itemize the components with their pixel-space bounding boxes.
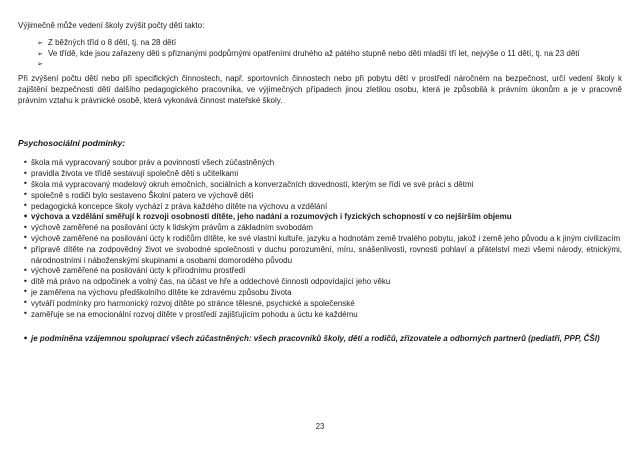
list-item — [18, 59, 622, 70]
arrow-bullet-icon: ➢ — [37, 60, 43, 69]
bullet-icon: • — [23, 211, 29, 221]
bullet-icon: • — [23, 298, 28, 308]
list-item-text: Z běžných tříd o 8 dětí, tj. na 28 dětí — [48, 37, 177, 47]
list-item — [18, 38, 622, 49]
list-item — [18, 299, 622, 310]
capacity-increase-list — [18, 38, 622, 70]
list-item-text: pedagogická koncepce školy vychází z práva každého dítěte na výchovu a vzdělání — [31, 201, 328, 211]
bullet-icon: • — [23, 157, 28, 167]
list-item — [18, 288, 622, 299]
bullet-icon: • — [23, 309, 28, 319]
list-item-text: je podmíněna vzájemnou spoluprací všech zúčastněných: všech pracovníků školy, dětí a rodičů, zřizovatele a odborných partnerů (pediatři, PPP, ČŠI) — [31, 334, 600, 344]
arrow-bullet-icon: ➢ — [37, 38, 43, 47]
bullet-icon: • — [23, 233, 28, 243]
bullet-icon: • — [23, 222, 28, 232]
list-item — [18, 334, 622, 345]
list-item — [18, 180, 622, 191]
list-item — [18, 202, 622, 213]
list-item-text: výchova a vzdělání směřují k rozvoji osobnosti dítěte, jeho nadání a rozumových i fyzických schopností v co nejširším objemu — [31, 212, 512, 222]
intro-paragraph: Výjimečně může vedení školy zvýšit počty dětí takto: — [18, 21, 205, 30]
list-item-text: je zaměřena na výchovu předškolního dítěte ke zdravému způsobu života — [31, 287, 292, 297]
page-number: 23 — [315, 422, 325, 432]
list-item-text: pravidla života ve třídě sestavují společně děti s učitelkami — [31, 169, 239, 179]
bullet-icon: • — [23, 333, 29, 343]
list-item — [18, 158, 622, 169]
bullet-icon: • — [23, 287, 28, 297]
list-item-text: výchově zaměřené na posilování úcty k lidským právům a základním svobodám — [31, 223, 313, 233]
list-item — [18, 212, 622, 223]
arrow-bullet-icon: ➢ — [37, 49, 43, 58]
list-item-text: výchově zaměřené na posilování úcty k rodičům dítěte, ke své vlastní kultuře, jazyku a hodnotám země trvalého pobytu, jakož i země jeho původu a k jiným civilizacím — [31, 233, 621, 243]
bullet-icon: • — [23, 265, 28, 275]
list-item-text: škola má vypracovaný soubor práv a povinností všech zúčastněných — [31, 158, 275, 168]
section-heading: Psychosociální podmínky: — [18, 137, 126, 148]
list-item — [18, 245, 622, 267]
list-item-text: přípravě dítěte na zodpovědný život ve svobodné společnosti v duchu porozumění, míru, snášenlivosti, rovnosti pohlaví a přátelství mezi všemi národy, etnickými, národnostními i náboženskými skupinami a osobami domorodého původu — [31, 244, 622, 265]
list-item — [18, 277, 622, 288]
list-item — [18, 234, 622, 245]
list-item-text: společně s rodiči bylo sestaveno Školní patero ve výchově dětí — [31, 190, 254, 200]
bullet-icon: • — [23, 168, 28, 178]
list-item-text: Ve třídě, kde jsou zařazeny děti s přiznanými podpůrnými opatřeními druhého až pátého stupně nebo děti mladší tří let, nejvýše o 11 dětí, tj. na 23 dětí — [48, 48, 580, 58]
list-item — [18, 223, 622, 234]
list-item — [18, 49, 622, 60]
bullet-icon: • — [23, 244, 28, 254]
bullet-icon: • — [23, 179, 28, 189]
list-item — [18, 266, 622, 277]
list-item-text: škola má vypracovaný modelový okruh emočních, sociálních a konverzačních dovedností, kterým se řídí ve své práci s dětmi — [31, 179, 474, 189]
list-item — [18, 191, 622, 202]
psychosocial-conditions-list — [18, 158, 622, 320]
list-item — [18, 310, 622, 321]
list-item — [18, 169, 622, 180]
list-item-text: dítě má právo na odpočinek a volný čas, na účast ve hře a oddechové činnosti odpovídající jeho věku — [31, 277, 391, 287]
bullet-icon: • — [23, 276, 28, 286]
list-item-text: zaměřuje se na emocionální rozvoj dítěte v prostředí zajišťujícím pohodu a úctu ke každému — [31, 309, 358, 319]
cooperation-note-list — [18, 334, 622, 345]
bullet-icon: • — [23, 201, 28, 211]
safety-paragraph: Při zvýšení počtu dětí nebo při specifických činnostech, např. sportovních činnostech nebo při pobytu dětí v prostředí náročném na bezpečnost, určí vedení školy k zajištění bezpečnosti dětí dalšího pedagogického pracovníka, ve výjimečných případech jinou zletilou osobu, která je způsobilá k právním úkonům a je v pracovně právním vztahu k právnické osobě, která vykonává činnost mateřské školy. — [18, 74, 622, 105]
list-item-text: vytváří podmínky pro harmonický rozvoj dítěte po stránce tělesné, psychické a společenské — [31, 298, 355, 308]
list-item-text: výchově zaměřené na posilování úcty k přírodnímu prostředí — [31, 266, 246, 276]
bullet-icon: • — [23, 190, 28, 200]
